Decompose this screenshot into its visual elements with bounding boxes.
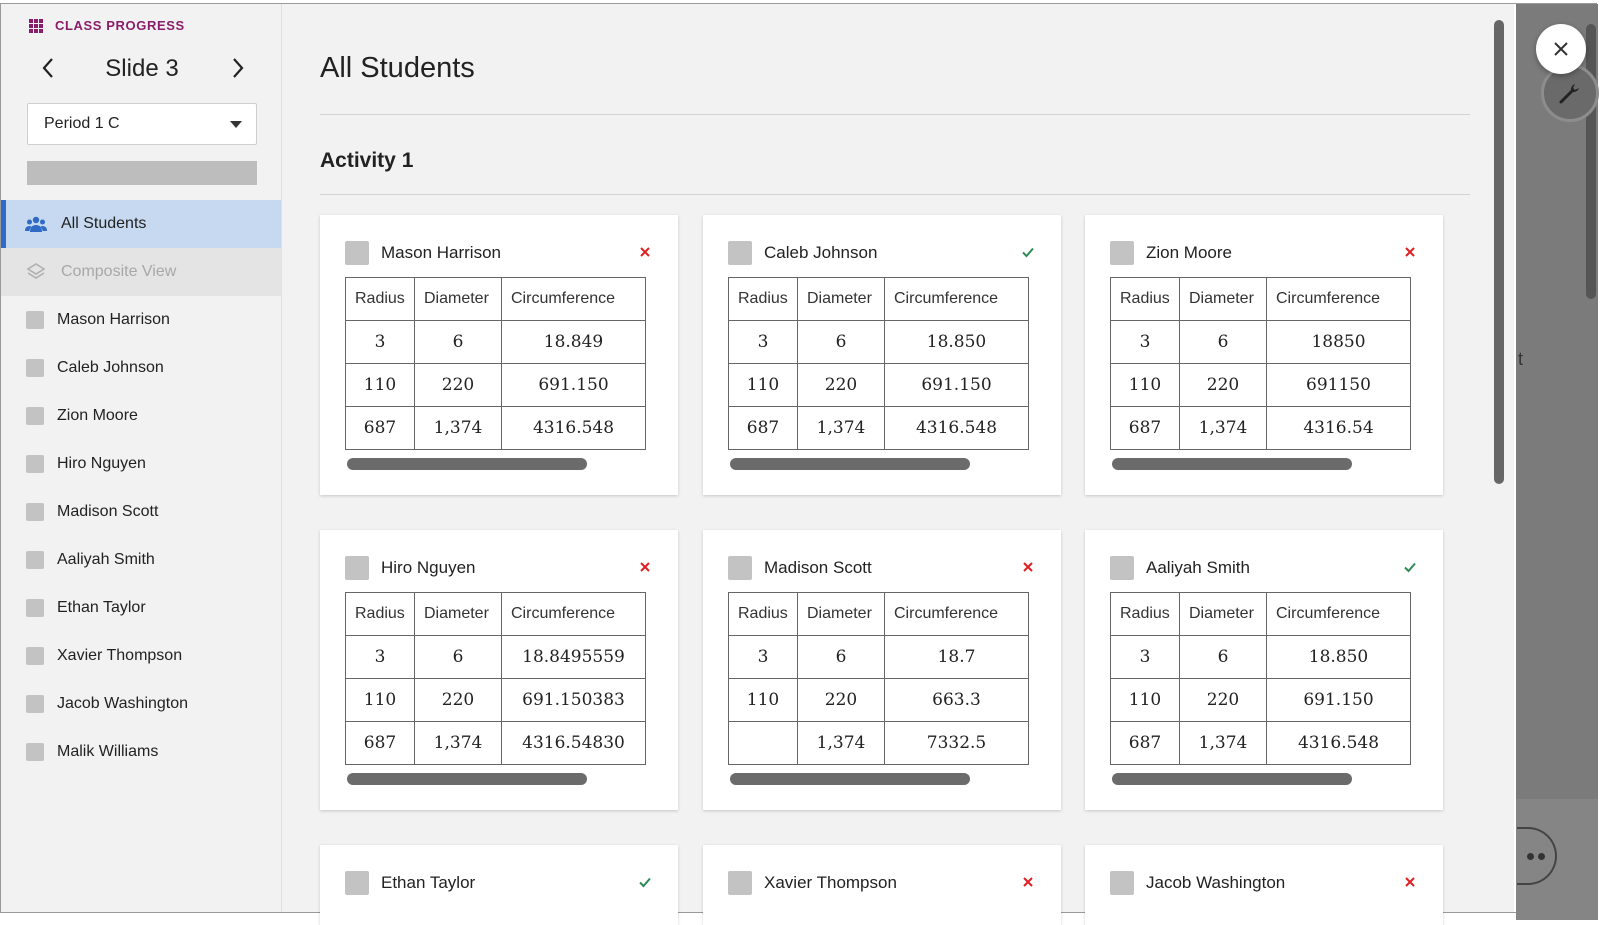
table-cell xyxy=(729,722,798,765)
student-card[interactable] xyxy=(703,215,1061,495)
table-cell: 691.150383 xyxy=(502,679,646,722)
student-card[interactable] xyxy=(1085,215,1443,495)
response-table xyxy=(728,277,1029,450)
tools-button[interactable] xyxy=(1541,64,1599,122)
table-header: Radius xyxy=(1111,593,1180,636)
student-checkbox[interactable] xyxy=(26,311,44,329)
table-cell: 687 xyxy=(1111,722,1180,765)
student-card[interactable] xyxy=(320,845,678,925)
table-cell: 1,374 xyxy=(798,722,885,765)
check-icon xyxy=(1021,245,1035,259)
student-card-checkbox[interactable] xyxy=(345,241,369,265)
table-horizontal-scrollbar[interactable] xyxy=(1112,458,1352,470)
right-panel-scrollbar[interactable] xyxy=(1586,24,1596,299)
table-cell: 110 xyxy=(729,679,798,722)
student-card-name: Caleb Johnson xyxy=(764,243,878,262)
table-cell: 1,374 xyxy=(798,407,885,450)
response-table xyxy=(345,277,646,450)
x-mark-icon xyxy=(1021,875,1035,889)
student-name: Malik Williams xyxy=(57,743,159,760)
table-cell: 110 xyxy=(729,364,798,407)
sidebar-item-student[interactable] xyxy=(1,728,281,776)
table-row xyxy=(346,679,646,722)
sidebar-item-label: All Students xyxy=(61,215,147,232)
apps-grid-icon xyxy=(29,19,43,33)
table-row xyxy=(1111,407,1411,450)
student-name: Ethan Taylor xyxy=(57,599,146,616)
table-cell: 18850 xyxy=(1267,321,1411,364)
table-horizontal-scrollbar[interactable] xyxy=(347,458,587,470)
table-row xyxy=(1111,321,1411,364)
table-cell: 6 xyxy=(415,636,502,679)
table-cell: 687 xyxy=(346,722,415,765)
student-card[interactable] xyxy=(1085,530,1443,810)
table-row xyxy=(729,722,1029,765)
table-cell: 6 xyxy=(415,321,502,364)
table-cell: 18.850 xyxy=(1267,636,1411,679)
student-card-checkbox[interactable] xyxy=(345,871,369,895)
student-card-checkbox[interactable] xyxy=(728,241,752,265)
x-mark-icon xyxy=(1403,245,1417,259)
student-card-name: Ethan Taylor xyxy=(381,873,476,892)
x-mark-icon xyxy=(638,245,652,259)
table-cell: 3 xyxy=(1111,636,1180,679)
check-icon xyxy=(638,875,652,889)
response-table-viewport xyxy=(728,592,999,766)
table-header: Circumference xyxy=(1267,593,1411,636)
table-cell: 110 xyxy=(1111,679,1180,722)
student-card[interactable] xyxy=(320,215,678,495)
student-name: Mason Harrison xyxy=(57,311,170,328)
table-header: Diameter xyxy=(415,593,502,636)
main-scrollbar[interactable] xyxy=(1494,20,1504,484)
check-icon xyxy=(1403,560,1417,574)
student-card-checkbox[interactable] xyxy=(1110,556,1134,580)
table-row xyxy=(346,722,646,765)
table-row xyxy=(1111,679,1411,722)
response-table-viewport xyxy=(1110,592,1381,766)
table-cell: 3 xyxy=(729,636,798,679)
table-cell: 6 xyxy=(1180,636,1267,679)
x-mark-icon xyxy=(1021,560,1035,574)
student-name: Xavier Thompson xyxy=(57,647,183,664)
sidebar-item-label: Composite View xyxy=(61,263,177,280)
sidebar-item-student[interactable] xyxy=(1,296,281,344)
response-table-viewport xyxy=(345,277,616,451)
table-cell: 3 xyxy=(1111,321,1180,364)
table-cell: 220 xyxy=(415,679,502,722)
table-header: Radius xyxy=(346,593,415,636)
table-cell: 220 xyxy=(1180,364,1267,407)
table-row xyxy=(729,407,1029,450)
table-cell: 4316.54 xyxy=(1267,407,1411,450)
loading-placeholder-bar xyxy=(27,161,257,185)
table-header: Radius xyxy=(1111,278,1180,321)
table-row xyxy=(346,364,646,407)
sidebar-item-all-students[interactable] xyxy=(1,200,281,248)
student-name: Hiro Nguyen xyxy=(57,455,146,472)
student-name: Aaliyah Smith xyxy=(57,551,155,568)
table-cell: 110 xyxy=(1111,364,1180,407)
table-header: Radius xyxy=(729,593,798,636)
table-cell: 18.7 xyxy=(885,636,1029,679)
class-progress-header xyxy=(29,18,185,33)
next-slide-button[interactable] xyxy=(223,54,251,82)
table-cell: 687 xyxy=(729,407,798,450)
student-card-checkbox[interactable] xyxy=(1110,871,1134,895)
student-checkbox[interactable] xyxy=(26,503,44,521)
table-cell: 220 xyxy=(415,364,502,407)
student-card[interactable] xyxy=(703,845,1061,925)
divider xyxy=(320,114,1470,115)
table-row xyxy=(729,679,1029,722)
student-checkbox[interactable] xyxy=(26,407,44,425)
table-cell: 6 xyxy=(798,321,885,364)
student-card-name: Zion Moore xyxy=(1146,243,1232,262)
table-header: Diameter xyxy=(1180,278,1267,321)
wrench-icon xyxy=(1557,80,1583,106)
activity-title: Activity 1 xyxy=(320,149,414,172)
student-name: Caleb Johnson xyxy=(57,359,164,376)
student-card[interactable] xyxy=(1085,845,1443,925)
sidebar-item-student[interactable] xyxy=(1,632,281,680)
table-header: Diameter xyxy=(1180,593,1267,636)
response-table-viewport xyxy=(345,592,625,766)
response-table xyxy=(345,592,646,765)
sidebar xyxy=(1,4,282,912)
period-select-value: Period 1 C xyxy=(44,115,120,132)
close-button[interactable] xyxy=(1536,24,1586,74)
table-row xyxy=(729,321,1029,364)
table-cell: 220 xyxy=(798,679,885,722)
table-header: Circumference xyxy=(502,278,646,321)
caret-down-icon xyxy=(230,121,242,128)
table-row xyxy=(346,321,646,364)
x-mark-icon xyxy=(1403,875,1417,889)
sidebar-item-student[interactable] xyxy=(1,488,281,536)
table-row xyxy=(1111,636,1411,679)
sidebar-item-student[interactable] xyxy=(1,536,281,584)
table-cell: 3 xyxy=(346,636,415,679)
right-panel-text: t xyxy=(1518,349,1524,369)
dot-icon xyxy=(1538,853,1545,860)
table-header: Diameter xyxy=(415,278,502,321)
table-cell: 6 xyxy=(798,636,885,679)
table-cell: 6 xyxy=(1180,321,1267,364)
student-card-name: Aaliyah Smith xyxy=(1146,558,1250,577)
sidebar-item-student[interactable] xyxy=(1,680,281,728)
table-cell: 220 xyxy=(798,364,885,407)
table-horizontal-scrollbar[interactable] xyxy=(1112,773,1352,785)
table-row xyxy=(346,636,646,679)
table-cell: 1,374 xyxy=(415,407,502,450)
student-checkbox[interactable] xyxy=(26,455,44,473)
student-card-checkbox[interactable] xyxy=(728,556,752,580)
student-card-name: Jacob Washington xyxy=(1146,873,1286,892)
table-header: Circumference xyxy=(885,278,1029,321)
dot-icon xyxy=(1527,853,1534,860)
student-checkbox[interactable] xyxy=(26,551,44,569)
table-header: Radius xyxy=(346,278,415,321)
app-frame xyxy=(0,3,1597,913)
table-cell: 18.849 xyxy=(502,321,646,364)
response-table-viewport xyxy=(1110,277,1381,451)
student-name: Jacob Washington xyxy=(57,695,189,712)
slide-label: Slide 3 xyxy=(105,55,179,82)
close-icon xyxy=(1551,39,1571,59)
student-checkbox[interactable] xyxy=(26,647,44,665)
table-cell: 1,374 xyxy=(1180,722,1267,765)
table-cell: 691.150 xyxy=(502,364,646,407)
student-card[interactable] xyxy=(320,530,678,810)
sidebar-list xyxy=(1,200,281,776)
table-row xyxy=(729,364,1029,407)
table-horizontal-scrollbar[interactable] xyxy=(347,773,587,785)
table-cell: 110 xyxy=(346,679,415,722)
table-header: Circumference xyxy=(885,593,1029,636)
student-checkbox[interactable] xyxy=(26,359,44,377)
people-icon xyxy=(25,213,47,235)
table-cell: 4316.54830 xyxy=(502,722,646,765)
response-table xyxy=(1110,592,1411,765)
table-cell: 687 xyxy=(346,407,415,450)
student-card-checkbox[interactable] xyxy=(1110,241,1134,265)
table-cell: 7332.5 xyxy=(885,722,1029,765)
table-horizontal-scrollbar[interactable] xyxy=(730,458,970,470)
table-header: Diameter xyxy=(798,278,885,321)
student-card-name: Mason Harrison xyxy=(381,243,501,262)
chevron-right-icon xyxy=(223,54,251,82)
student-name: Madison Scott xyxy=(57,503,159,520)
table-cell: 220 xyxy=(1180,679,1267,722)
table-cell: 4316.548 xyxy=(502,407,646,450)
student-card-checkbox[interactable] xyxy=(345,556,369,580)
x-mark-icon xyxy=(638,560,652,574)
page-title: All Students xyxy=(320,52,475,84)
table-header: Circumference xyxy=(1267,278,1411,321)
response-table xyxy=(728,592,1029,765)
table-cell: 110 xyxy=(346,364,415,407)
divider xyxy=(320,194,1470,195)
layers-icon xyxy=(25,261,47,283)
table-cell: 4316.548 xyxy=(1267,722,1411,765)
response-table-viewport xyxy=(728,277,999,451)
table-cell: 1,374 xyxy=(415,722,502,765)
table-header: Circumference xyxy=(502,593,646,636)
table-header: Radius xyxy=(729,278,798,321)
table-cell: 4316.548 xyxy=(885,407,1029,450)
sidebar-item-student[interactable] xyxy=(1,392,281,440)
table-cell: 687 xyxy=(1111,407,1180,450)
student-card-name: Hiro Nguyen xyxy=(381,558,476,577)
table-row xyxy=(729,636,1029,679)
table-cell: 691.150 xyxy=(1267,679,1411,722)
table-cell: 691.150 xyxy=(885,364,1029,407)
student-card[interactable] xyxy=(703,530,1061,810)
table-cell: 18.850 xyxy=(885,321,1029,364)
response-table xyxy=(1110,277,1411,450)
slide-navigator xyxy=(27,48,257,88)
student-card-checkbox[interactable] xyxy=(728,871,752,895)
sidebar-item-student[interactable] xyxy=(1,440,281,488)
table-row xyxy=(346,407,646,450)
table-cell: 3 xyxy=(729,321,798,364)
table-cell: 3 xyxy=(346,321,415,364)
table-cell: 691150 xyxy=(1267,364,1411,407)
sidebar-item-composite-view xyxy=(1,248,281,296)
student-checkbox[interactable] xyxy=(26,743,44,761)
sidebar-item-student[interactable] xyxy=(1,344,281,392)
student-name: Zion Moore xyxy=(57,407,138,424)
period-select[interactable] xyxy=(27,103,257,145)
table-horizontal-scrollbar[interactable] xyxy=(730,773,970,785)
sidebar-item-student[interactable] xyxy=(1,584,281,632)
class-progress-title: CLASS PROGRESS xyxy=(55,18,185,33)
student-card-name: Madison Scott xyxy=(764,558,872,577)
table-row xyxy=(1111,364,1411,407)
student-checkbox[interactable] xyxy=(26,695,44,713)
table-row xyxy=(1111,722,1411,765)
student-card-name: Xavier Thompson xyxy=(764,873,897,892)
table-cell: 663.3 xyxy=(885,679,1029,722)
table-cell: 1,374 xyxy=(1180,407,1267,450)
student-checkbox[interactable] xyxy=(26,599,44,617)
table-cell: 18.8495559 xyxy=(502,636,646,679)
main-content xyxy=(282,4,1514,912)
table-header: Diameter xyxy=(798,593,885,636)
